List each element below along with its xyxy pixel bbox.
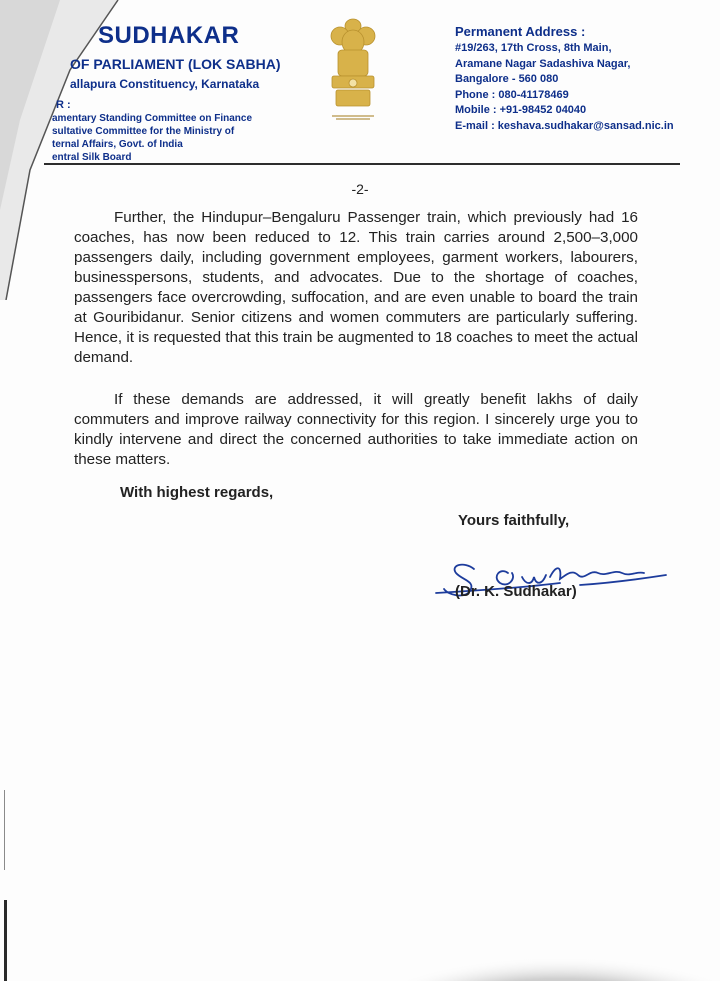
- member-name: SUDHAKAR: [98, 22, 240, 49]
- membership-label: R :: [56, 99, 71, 111]
- committee-role: ternal Affairs, Govt. of India: [52, 139, 183, 150]
- committee-role: sultative Committee for the Ministry of: [52, 126, 235, 137]
- address-line: Aramane Nagar Sadashiva Nagar,: [455, 57, 631, 70]
- member-position: OF PARLIAMENT (LOK SABHA): [70, 56, 281, 72]
- letter-body: [74, 208, 638, 470]
- scan-edge-mark: [4, 900, 7, 981]
- header-divider: [44, 163, 680, 165]
- phone-line: Phone : 080-41178469: [455, 88, 569, 101]
- national-emblem-icon: [318, 12, 388, 122]
- body-paragraph: Further, the Hindupur–Bengaluru Passenger train, which previously had 16 coaches, has now been reduced to 12. This train carries around 2,500–3,000 passengers daily, including government employees, garment workers, labourers, businesspersons, students, and advocates. Due to the shortage of coaches, passengers face overcrowding, suffocation, and are even unable to board the train at Gouribidanur. Senior citizens and women commuters are particularly suffering. Hence, it is requested that this train be augmented to 18 coaches to meet the actual demand.: [74, 209, 638, 366]
- committee-role: amentary Standing Committee on Finance: [52, 113, 253, 124]
- closing-regards: With highest regards,: [120, 484, 274, 501]
- committee-roles: [52, 112, 252, 164]
- closing-yours: Yours faithfully,: [458, 512, 570, 529]
- signer-name: (Dr. K. Sudhakar): [455, 583, 577, 600]
- committee-role: entral Silk Board: [52, 152, 132, 163]
- address-line: Bangalore - 560 080: [455, 73, 559, 85]
- body-paragraph: If these demands are addressed, it will greatly benefit lakhs of daily commuters and improve railway connectivity for this region. I sincerely urge you to kindly intervene and direct the concerned authorities to take immediate action on these matters.: [74, 391, 638, 468]
- address-title: Permanent Address :: [455, 24, 586, 39]
- email-line: E-mail : keshava.sudhakar@sansad.nic.in: [455, 119, 674, 132]
- page-number: -2-: [351, 181, 369, 197]
- scan-edge-mark: [4, 790, 5, 870]
- constituency: allapura Constituency, Karnataka: [70, 77, 260, 91]
- permanent-address: [455, 24, 705, 134]
- address-line: #19/263, 17th Cross, 8th Main,: [455, 42, 612, 54]
- scan-shadow: [380, 925, 720, 981]
- mobile-line: Mobile : +91-98452 04040: [455, 104, 587, 116]
